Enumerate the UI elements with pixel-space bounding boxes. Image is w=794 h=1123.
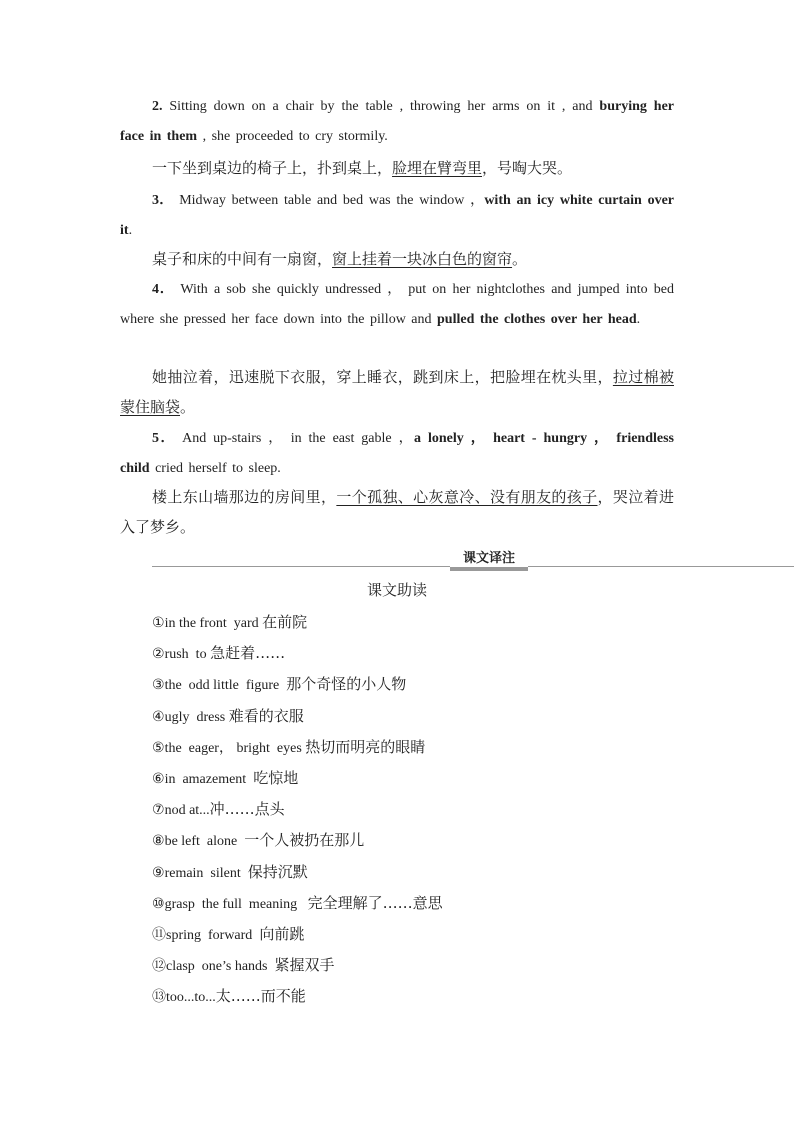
note-english: nod at... xyxy=(164,803,210,819)
note-english: spring forward xyxy=(166,927,260,943)
english-text: . xyxy=(636,312,641,327)
sentence-item-4-english xyxy=(120,275,674,335)
chinese-text: ，哭泣着进入了梦乡。 xyxy=(120,488,674,536)
note-number: ⑤ xyxy=(152,739,165,756)
note-number: ⑨ xyxy=(152,864,165,881)
underlined-translation: 脸埋在臂弯里 xyxy=(392,159,483,177)
note-chinese: 那个奇怪的小人物 xyxy=(286,675,407,694)
note-chinese: 紧握双手 xyxy=(274,956,335,975)
english-text: cried herself to sleep. xyxy=(149,461,281,476)
note-english: rush to xyxy=(164,647,211,663)
note-number: ⑥ xyxy=(152,770,165,787)
sentence-item-3-chinese xyxy=(120,244,674,274)
sentence-item-3-english xyxy=(120,186,674,246)
chinese-text: 一下坐到桌边的椅子上，扑到桌上， xyxy=(152,159,393,177)
note-chinese: 吃惊地 xyxy=(253,768,299,787)
chinese-text: 。 xyxy=(180,398,196,416)
note-english: remain silent xyxy=(164,865,248,881)
english-text: , she proceeded to cry stormily. xyxy=(197,129,388,144)
highlighted-phrase: with an icy white curtain over it xyxy=(120,193,674,238)
note-english: too...to... xyxy=(166,990,216,1006)
note-number: ① xyxy=(152,615,165,631)
item-number: 5． xyxy=(152,431,176,446)
notes-list xyxy=(152,608,712,1013)
underlined-translation: 拉过棉被蒙住脑袋 xyxy=(120,368,674,416)
note-item xyxy=(152,702,712,733)
chinese-text: 她抽泣着，迅速脱下衣服，穿上睡衣，跳到床上，把脸埋在枕头里， xyxy=(152,368,613,386)
note-item xyxy=(152,826,712,857)
highlighted-phrase: pulled the clothes over her head xyxy=(437,312,637,327)
note-chinese: 一个人被扔在那儿 xyxy=(244,831,365,850)
note-item xyxy=(152,608,712,639)
note-item xyxy=(152,670,712,701)
note-chinese: 难看的衣服 xyxy=(228,706,304,725)
note-english: be left alone xyxy=(164,834,245,850)
section-title: 课文译注 xyxy=(450,550,528,568)
note-item xyxy=(152,795,712,826)
note-number: ⑧ xyxy=(152,833,165,850)
note-number: ⑪ xyxy=(152,926,166,943)
english-text: . xyxy=(128,223,133,238)
note-english: grasp the full meaning xyxy=(164,896,308,912)
note-item xyxy=(152,639,712,670)
note-number: ④ xyxy=(152,708,165,725)
note-chinese: 热切而明亮的眼睛 xyxy=(305,737,426,756)
english-text: And up-stairs ， in the east gable ， xyxy=(175,431,415,446)
note-english: ugly dress xyxy=(164,709,229,725)
note-number: ⑦ xyxy=(152,802,165,819)
note-chinese: 保持沉默 xyxy=(247,862,308,881)
note-chinese: 完全理解了……意思 xyxy=(307,893,443,912)
sentence-item-5-english xyxy=(120,424,674,484)
sentence-item-4-chinese xyxy=(120,362,674,422)
chinese-text: 桌子和床的中间有一扇窗， xyxy=(152,250,333,268)
note-chinese: 冲……点头 xyxy=(209,800,285,819)
note-item xyxy=(152,889,712,920)
note-item xyxy=(152,858,712,889)
chinese-text: 。 xyxy=(512,250,528,268)
english-text: With a sob she quickly undressed ， put on her nightclothes and jumped into bed where she pressed her face down into the pillow and xyxy=(120,282,674,327)
chinese-text: ，号啕大哭。 xyxy=(482,159,573,177)
underlined-translation: 窗上挂着一块冰白色的窗帘 xyxy=(332,250,513,268)
note-chinese: 向前跳 xyxy=(259,924,305,943)
note-number: ⑫ xyxy=(152,958,166,975)
note-english: clasp one’s hands xyxy=(166,959,275,975)
sentence-item-5-chinese xyxy=(120,482,674,542)
english-text: Sitting down on a chair by the table , throwing her arms on it , and xyxy=(162,99,600,114)
note-item xyxy=(152,982,712,1013)
note-item xyxy=(152,733,712,764)
note-number: ⑩ xyxy=(152,895,165,912)
note-item xyxy=(152,951,712,982)
sentence-item-2-chinese xyxy=(120,153,674,183)
note-chinese: 急赶着…… xyxy=(210,644,286,663)
note-english: in amazement xyxy=(164,771,254,787)
note-number: ⑬ xyxy=(152,989,166,1006)
note-english: the odd little figure xyxy=(164,678,287,694)
note-number: ② xyxy=(152,646,165,663)
highlighted-phrase: burying her face in them xyxy=(120,99,674,144)
note-chinese: 在前院 xyxy=(262,613,308,631)
note-chinese: 太……而不能 xyxy=(215,987,306,1006)
note-number: ③ xyxy=(152,677,165,694)
chinese-text: 楼上东山墙那边的房间里， xyxy=(152,488,337,506)
note-item xyxy=(152,920,712,951)
highlighted-phrase: a lonely ， heart - hungry ， friendless child xyxy=(120,431,674,476)
note-item xyxy=(152,764,712,795)
sentence-item-2-english xyxy=(120,92,674,152)
item-number: 4． xyxy=(152,282,175,297)
underlined-translation: 一个孤独、心灰意冷、没有朋友的孩子 xyxy=(336,488,598,506)
notes-subtitle: 课文助读 xyxy=(366,581,427,599)
item-number: 2. xyxy=(152,99,163,114)
english-text: Midway between table and bed was the window ， xyxy=(173,193,485,208)
note-english: the eager， bright eyes xyxy=(164,740,306,756)
note-english: in the front yard xyxy=(164,616,263,631)
item-number: 3． xyxy=(152,193,174,208)
